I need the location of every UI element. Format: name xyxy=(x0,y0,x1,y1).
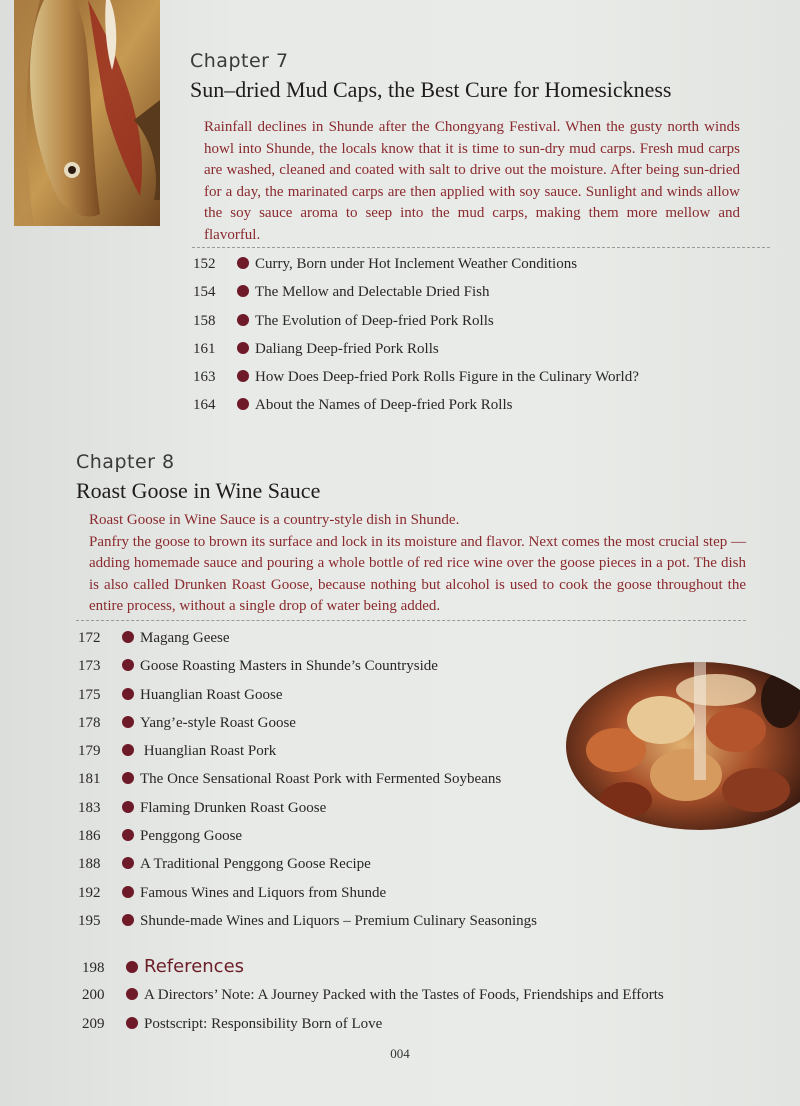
bullet-dot-icon xyxy=(122,857,134,869)
toc-entry[interactable] xyxy=(78,850,537,878)
bullet-dot-icon xyxy=(126,1017,138,1029)
toc-page-number: 163 xyxy=(193,369,216,386)
toc-page-number: 192 xyxy=(78,884,101,901)
toc-entry-title: Penggong Goose xyxy=(140,828,243,845)
toc-page-number: 198 xyxy=(82,960,105,976)
chapter-8-toc xyxy=(78,624,537,935)
toc-entry-title: Daliang Deep-fried Pork Rolls xyxy=(255,340,439,357)
toc-entry[interactable] xyxy=(78,794,537,822)
toc-page-number: 186 xyxy=(78,828,101,845)
toc-entry-title: Huanglian Roast Pork xyxy=(140,743,277,760)
bullet-dot-icon xyxy=(122,744,134,756)
chapter-7-label: Chapter 7 xyxy=(190,50,289,72)
chapter-8-title: Roast Goose in Wine Sauce xyxy=(76,478,321,503)
toc-entry-title: Postscript: Responsibility Born of Love xyxy=(144,1015,383,1032)
toc-page-number: 195 xyxy=(78,912,101,929)
toc-page-number: 188 xyxy=(78,856,101,873)
toc-entry-title: Curry, Born under Hot Inclement Weather Conditions xyxy=(255,256,578,272)
toc-page-number: 172 xyxy=(78,630,101,646)
toc-entry-title: Goose Roasting Masters in Shunde’s Countryside xyxy=(140,658,438,675)
toc-entry[interactable] xyxy=(193,335,639,363)
toc-entry-title: The Once Sensational Roast Pork with Fermented Soybeans xyxy=(140,771,502,788)
toc-page-number: 200 xyxy=(82,987,105,1004)
toc-entry[interactable] xyxy=(193,307,639,335)
toc-page-number: 179 xyxy=(78,743,101,760)
chapter-8-intro-paragraph: Panfry the goose to brown its surface and lock in its moisture and flavor. Next comes the most crucial step — adding homemade sauce and pouring a whole bottle of red rice wine over the goose pieces in a pot. The dish is also called Drunken Roast Goose, because nothing but alcohol is used to cook the goose throughout the entire process, without a single drop of water being added. xyxy=(89,533,746,614)
page-number: 004 xyxy=(390,1046,410,1061)
chapter-7-intro xyxy=(204,117,740,246)
toc-page-number: 183 xyxy=(78,799,101,816)
toc-entry-title: Shunde-made Wines and Liquors – Premium Culinary Seasonings xyxy=(140,912,537,929)
bullet-dot-icon xyxy=(126,961,138,973)
toc-entry[interactable] xyxy=(78,652,537,680)
bullet-dot-icon xyxy=(122,659,134,671)
bullet-dot-icon xyxy=(237,398,249,410)
toc-entry[interactable] xyxy=(82,1010,664,1038)
toc-entry[interactable] xyxy=(193,250,639,278)
toc-page-number: 164 xyxy=(193,397,216,414)
bullet-dot-icon xyxy=(237,257,249,269)
toc-entry-title: References xyxy=(144,956,245,977)
toc-entry-title: Flaming Drunken Roast Goose xyxy=(140,799,327,816)
toc-entry-title: Magang Geese xyxy=(140,630,230,646)
bullet-dot-icon xyxy=(122,914,134,926)
toc-page-number: 178 xyxy=(78,714,101,731)
toc-entry[interactable] xyxy=(82,981,664,1009)
toc-page-number: 161 xyxy=(193,340,216,357)
toc-entry-title: About the Names of Deep-fried Pork Rolls xyxy=(255,397,513,414)
roast-goose-photo xyxy=(566,660,800,830)
chapter-8-intro xyxy=(89,510,746,618)
toc-entry-title: How Does Deep-fried Pork Rolls Figure in the Culinary World? xyxy=(255,369,639,386)
toc-page-number: 154 xyxy=(193,284,216,301)
toc-entry-title: A Traditional Penggong Goose Recipe xyxy=(140,856,371,873)
toc-entry-title: Famous Wines and Liquors from Shunde xyxy=(140,884,387,901)
toc-page-number: 175 xyxy=(78,686,101,703)
toc-page-number: 152 xyxy=(193,256,216,272)
backmatter-toc xyxy=(82,953,664,1038)
toc-entry-title: The Evolution of Deep-fried Pork Rolls xyxy=(255,312,494,329)
chapter-8-label: Chapter 8 xyxy=(76,451,175,473)
toc-entry[interactable] xyxy=(193,363,639,391)
toc-entry-title: Huanglian Roast Goose xyxy=(140,686,283,703)
bullet-dot-icon xyxy=(126,988,138,1000)
toc-entry[interactable] xyxy=(78,822,537,850)
toc-entry-title: Yang’e-style Roast Goose xyxy=(140,714,296,731)
toc-page-number: 158 xyxy=(193,312,216,329)
toc-entry[interactable] xyxy=(78,737,537,765)
toc-entry[interactable] xyxy=(78,907,537,935)
bullet-dot-icon xyxy=(122,829,134,841)
toc-entry-title: A Directors’ Note: A Journey Packed with the Tastes of Foods, Friendships and Efforts xyxy=(144,987,664,1004)
dried-fish-photo xyxy=(14,0,160,226)
toc-entry[interactable] xyxy=(193,391,639,419)
toc-page-number: 209 xyxy=(82,1015,105,1032)
chapter-7-intro-paragraph: Rainfall declines in Shunde after the Chongyang Festival. When the gusty north winds howl into Shunde, the locals know that it is time to sun-dry mud carps. Fresh mud carps are washed, cleaned and coated with salt to drive out the moisture. After being sun-dried for a day, the marinated carps are then applied with soy sauce. Sunlight and winds allow the soy sauce aroma to seep into the mud carps, making them more mellow and flavorful. xyxy=(204,119,740,243)
bullet-dot-icon xyxy=(237,370,249,382)
bullet-dot-icon xyxy=(122,886,134,898)
bullet-dot-icon xyxy=(237,285,249,297)
toc-entry[interactable] xyxy=(78,879,537,907)
divider-rule xyxy=(76,620,746,621)
toc-entry-references[interactable] xyxy=(82,953,664,981)
toc-entry[interactable] xyxy=(78,709,537,737)
toc-page-number: 173 xyxy=(78,658,101,675)
bullet-dot-icon xyxy=(237,314,249,326)
toc-entry[interactable] xyxy=(193,278,639,306)
chapter-7-title: Sun–dried Mud Caps, the Best Cure for Homesickness xyxy=(190,77,672,102)
bullet-dot-icon xyxy=(122,688,134,700)
chapter-7-toc xyxy=(193,250,639,420)
bullet-dot-icon xyxy=(122,772,134,784)
bullet-dot-icon xyxy=(122,631,134,643)
toc-entry[interactable] xyxy=(78,624,537,652)
toc-page-number: 181 xyxy=(78,771,101,788)
bullet-dot-icon xyxy=(122,716,134,728)
bullet-dot-icon xyxy=(237,342,249,354)
divider-rule xyxy=(192,247,770,248)
toc-entry-title: The Mellow and Delectable Dried Fish xyxy=(255,284,490,301)
chapter-8-intro-paragraph: Roast Goose in Wine Sauce is a country-style dish in Shunde. xyxy=(89,512,460,528)
bullet-dot-icon xyxy=(122,801,134,813)
toc-entry[interactable] xyxy=(78,681,537,709)
toc-entry[interactable] xyxy=(78,765,537,793)
